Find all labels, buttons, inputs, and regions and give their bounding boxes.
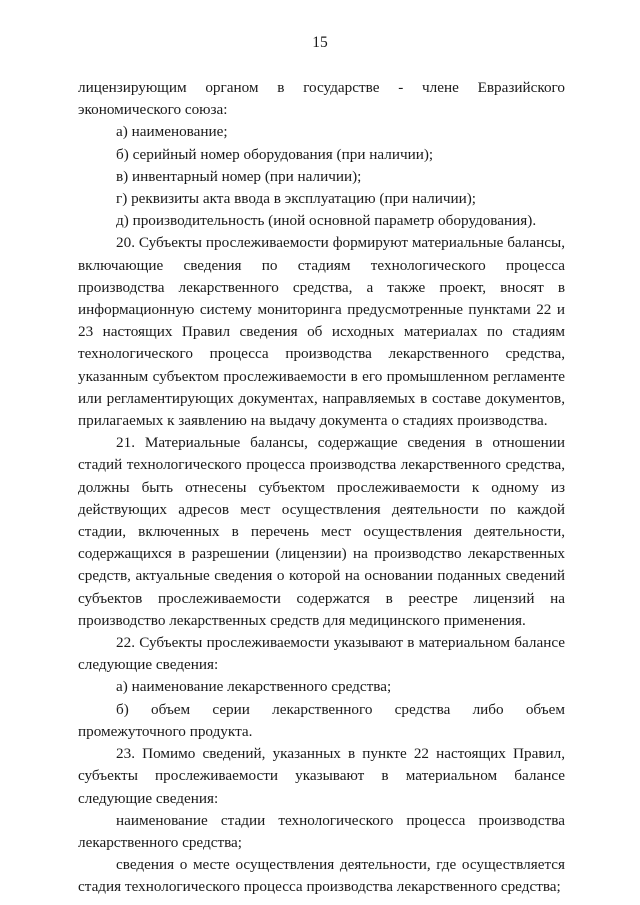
- list-item: б) серийный номер оборудования (при наличии);: [116, 145, 434, 163]
- list-item: в) инвентарный номер (при наличии);: [116, 167, 362, 185]
- page-number: 15: [312, 34, 328, 51]
- document-body: [78, 77, 565, 899]
- list-item: д) производительность (иной основной параметр оборудования).: [116, 212, 537, 230]
- paragraph-20: 20. Субъекты прослеживаемости формируют материальные балансы, включающие сведения по стадиям технологического процесса производства лекарственного средства, а также проект, вносят в информационную систему мониторинга предусмотренные пунктами 22 и 23 настоящих Правил сведения об исходных материалах по стадиям технологического процесса производства лекарственного средства, указанным субъектом прослеживаемости в его промышленном регламенте или регламентирующих документах, направляемых в составе документов, прилагаемых к заявлению на выдачу документа о стадиях производства.: [78, 234, 565, 430]
- list-item: сведения о месте осуществления деятельности, где осуществляется стадия технологического процесса производства лекарственного средства;: [78, 856, 565, 896]
- paragraph-22: 22. Субъекты прослеживаемости указывают в материальном балансе следующие сведения:: [78, 634, 565, 674]
- list-item: а) наименование;: [116, 123, 228, 141]
- list-item: наименование стадии технологического процесса производства лекарственного средства;: [78, 811, 565, 851]
- list-item: б) объем серии лекарственного средства либо объем промежуточного продукта.: [78, 700, 565, 740]
- paragraph: лицензирующим органом в государстве - члене Евразийского экономического союза:: [78, 79, 565, 119]
- paragraph-23: 23. Помимо сведений, указанных в пункте 22 настоящих Правил, субъекты прослеживаемости указывают в материальном балансе следующие сведения:: [78, 745, 565, 807]
- list-item: а) наименование лекарственного средства;: [116, 678, 392, 696]
- list-item: г) реквизиты акта ввода в эксплуатацию (при наличии);: [116, 190, 477, 208]
- paragraph-21: 21. Материальные балансы, содержащие сведения в отношении стадий технологического процесса производства лекарственного средства, должны быть отнесены субъектом прослеживаемости к одному из действующих адресов мест осуществления деятельности по каждой стадии, включенных в перечень мест осуществления деятельности, содержащихся в разрешении (лицензии) на производство лекарственных средств, актуальные сведения о которой на основании поданных сведений субъектов прослеживаемости содержатся в реестре лицензий на производство лекарственных средств для медицинского применения.: [78, 434, 565, 629]
